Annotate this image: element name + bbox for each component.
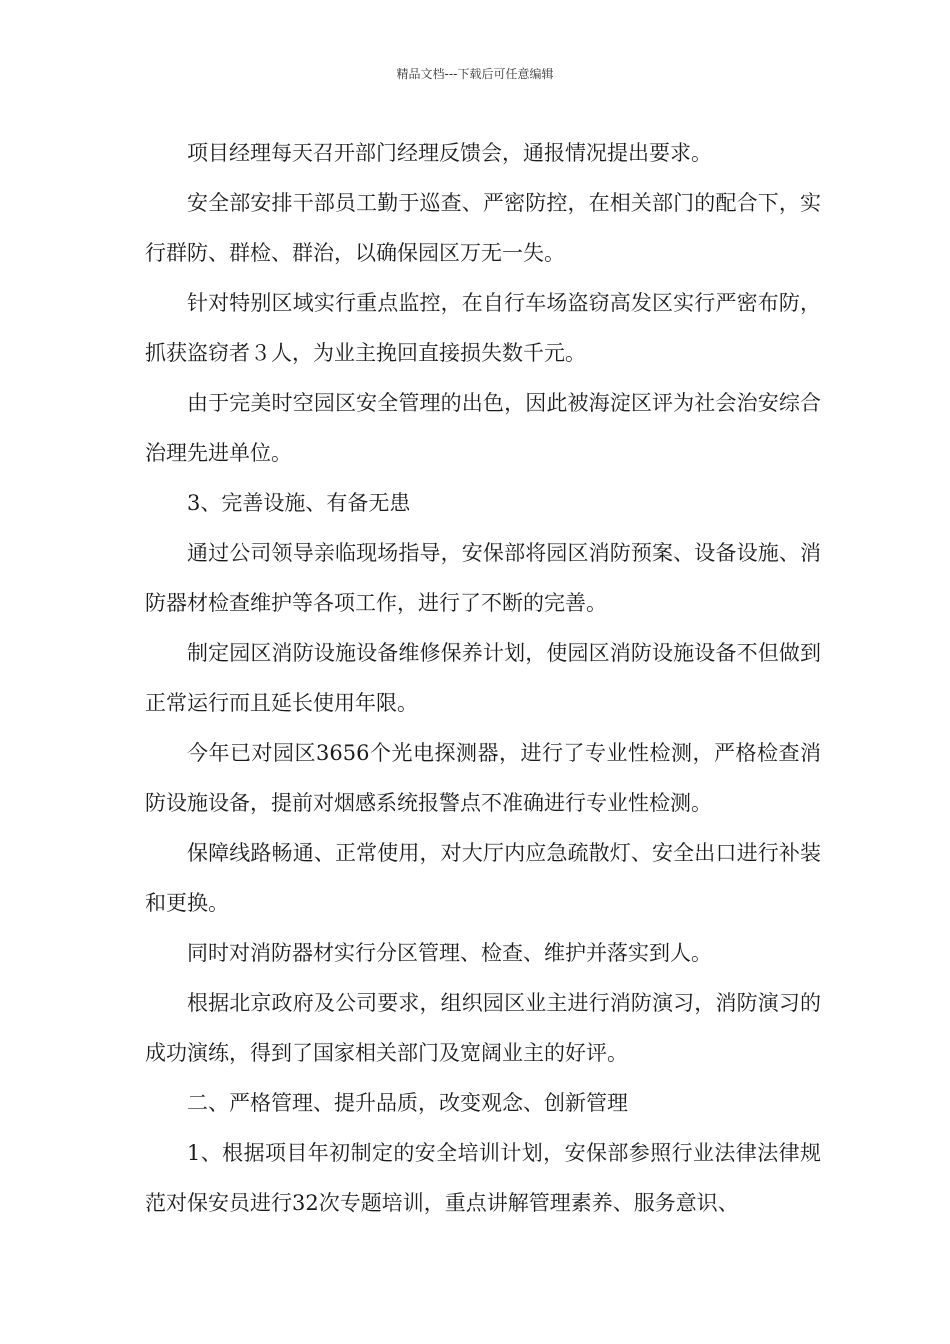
section-heading: 二、严格管理、提升品质，改变观念、创新管理 bbox=[187, 1091, 628, 1115]
paragraph: 制定园区消防设施设备维修保养计划，使园区消防设施设备不但做到正常运行而且延长使用年限。 bbox=[145, 641, 821, 715]
paragraph: 安全部安排干部员工勤于巡查、严密防控，在相关部门的配合下，实行群防、群检、群治，以确保园区万无一失。 bbox=[145, 191, 821, 265]
paragraph: 同时对消防器材实行分区管理、检查、维护并落实到人。 bbox=[187, 941, 712, 965]
paragraph: 根据北京政府及公司要求，组织园区业主进行消防演习，消防演习的成功演练，得到了国家相关部门及宽阔业主的好评。 bbox=[145, 991, 821, 1065]
paragraph: 今年已对园区3656个光电探测器，进行了专业性检测，严格检查消防设施设备，提前对烟感系统报警点不准确进行专业性检测。 bbox=[145, 741, 821, 815]
paragraph: 项目经理每天召开部门经理反馈会，通报情况提出要求。 bbox=[187, 141, 712, 165]
document-body bbox=[145, 128, 821, 1228]
page-header: 精品文档---下载后可任意编辑 bbox=[396, 67, 554, 81]
paragraph: 通过公司领导亲临现场指导，安保部将园区消防预案、设备设施、消防器材检查维护等各项工作，进行了不断的完善。 bbox=[145, 541, 821, 615]
paragraph: 保障线路畅通、正常使用，对大厅内应急疏散灯、安全出口进行补装和更换。 bbox=[145, 841, 821, 915]
paragraph: 由于完美时空园区安全管理的出色，因此被海淀区评为社会治安综合治理先进单位。 bbox=[145, 391, 821, 465]
paragraph: 1、根据项目年初制定的安全培训计划，安保部参照行业法律法律规范对保安员进行32次专题培训，重点讲解管理素养、服务意识、 bbox=[145, 1141, 821, 1215]
paragraph: 针对特别区域实行重点监控，在自行车场盗窃高发区实行严密布防，抓获盗窃者３人，为业主挽回直接损失数千元。 bbox=[145, 291, 821, 365]
section-heading: 3、完善设施、有备无患 bbox=[187, 491, 411, 515]
